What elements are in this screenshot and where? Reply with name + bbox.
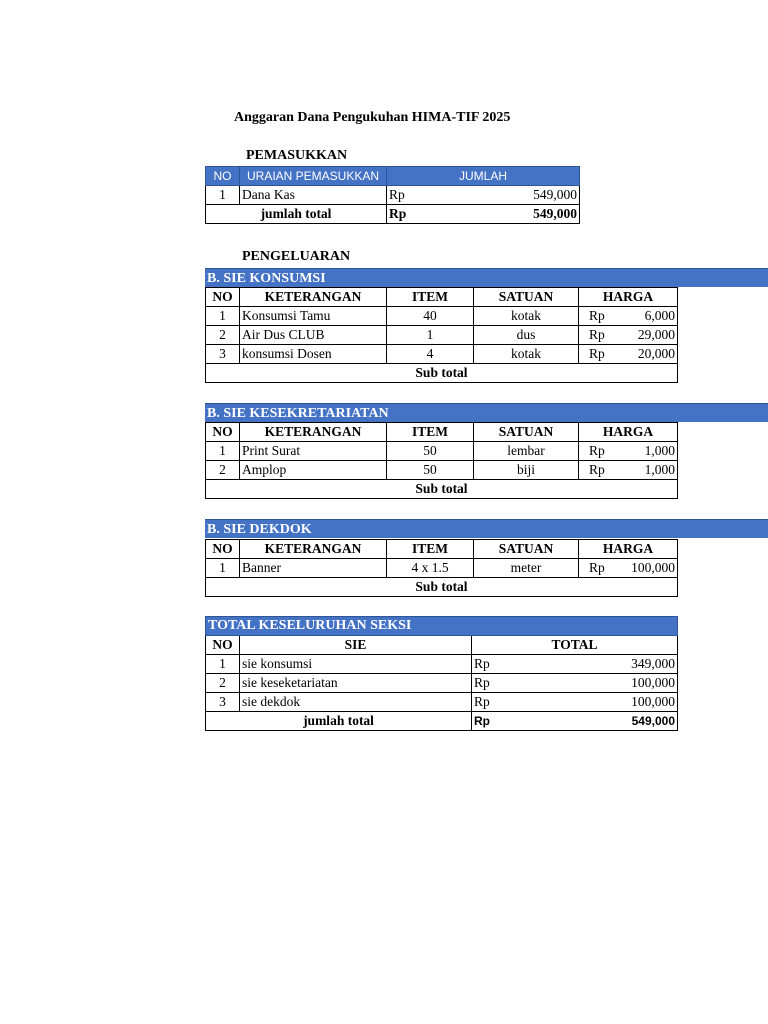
header-satuan: SATUAN bbox=[474, 423, 579, 442]
row-keterangan: Banner bbox=[240, 559, 387, 578]
konsumsi-table bbox=[205, 287, 678, 383]
currency: Rp bbox=[589, 327, 605, 342]
row-total bbox=[472, 655, 678, 674]
row-satuan: meter bbox=[474, 559, 579, 578]
header-item: ITEM bbox=[387, 288, 474, 307]
kesekretariatan-table bbox=[205, 422, 678, 499]
row-keterangan: Amplop bbox=[240, 461, 387, 480]
table-row bbox=[206, 345, 678, 364]
amount: 100,000 bbox=[631, 694, 676, 709]
table-row bbox=[206, 559, 678, 578]
table-row bbox=[206, 307, 678, 326]
document-title: Anggaran Dana Pengukuhan HIMA-TIF 2025 bbox=[234, 110, 511, 125]
total-label: jumlah total bbox=[206, 205, 387, 224]
amount: 549,000 bbox=[631, 714, 676, 728]
row-harga bbox=[579, 326, 678, 345]
row-satuan: kotak bbox=[474, 307, 579, 326]
row-no: 3 bbox=[206, 693, 240, 712]
row-sie: sie dekdok bbox=[240, 693, 472, 712]
currency: Rp bbox=[389, 187, 405, 202]
amount: 1,000 bbox=[644, 443, 675, 458]
currency: Rp bbox=[474, 694, 490, 709]
section-title-dekdok: B. SIE DEKDOK bbox=[205, 519, 768, 538]
row-item: 50 bbox=[387, 461, 474, 480]
header-harga: HARGA bbox=[579, 423, 678, 442]
row-no: 1 bbox=[206, 186, 240, 205]
row-keterangan: Air Dus CLUB bbox=[240, 326, 387, 345]
row-harga bbox=[579, 461, 678, 480]
row-keterangan: konsumsi Dosen bbox=[240, 345, 387, 364]
amount: 100,000 bbox=[631, 560, 675, 575]
dekdok-table bbox=[205, 539, 678, 597]
subtotal-label: Sub total bbox=[206, 480, 678, 499]
header-sie: SIE bbox=[240, 636, 472, 655]
amount: 549,000 bbox=[533, 206, 577, 221]
row-no: 3 bbox=[206, 345, 240, 364]
currency: Rp bbox=[589, 560, 605, 575]
currency: Rp bbox=[589, 443, 605, 458]
header-jumlah: JUMLAH bbox=[387, 167, 580, 186]
row-no: 2 bbox=[206, 326, 240, 345]
subtotal-row bbox=[206, 480, 678, 499]
row-harga bbox=[579, 442, 678, 461]
pengeluaran-label: PENGELUARAN bbox=[242, 249, 351, 264]
amount: 549,000 bbox=[533, 187, 577, 202]
row-satuan: biji bbox=[474, 461, 579, 480]
row-harga bbox=[579, 345, 678, 364]
table-row bbox=[206, 186, 580, 205]
amount: 349,000 bbox=[631, 656, 676, 671]
row-sie: sie konsumsi bbox=[240, 655, 472, 674]
pemasukkan-label: PEMASUKKAN bbox=[246, 148, 348, 163]
header-harga: HARGA bbox=[579, 540, 678, 559]
header-uraian: URAIAN PEMASUKKAN bbox=[240, 167, 387, 186]
subtotal-label: Sub total bbox=[206, 364, 678, 383]
header-no: NO bbox=[206, 288, 240, 307]
row-satuan: dus bbox=[474, 326, 579, 345]
section-title-kesekretariatan: B. SIE KESEKRETARIATAN bbox=[205, 403, 768, 422]
row-harga bbox=[579, 559, 678, 578]
row-item: 40 bbox=[387, 307, 474, 326]
header-no: NO bbox=[206, 423, 240, 442]
grand-total-label: jumlah total bbox=[206, 712, 472, 731]
currency: Rp bbox=[474, 675, 490, 690]
table-row bbox=[206, 693, 678, 712]
amount: 100,000 bbox=[631, 675, 676, 690]
header-satuan: SATUAN bbox=[474, 540, 579, 559]
row-no: 1 bbox=[206, 655, 240, 674]
header-keterangan: KETERANGAN bbox=[240, 423, 387, 442]
table-row bbox=[206, 674, 678, 693]
row-item: 4 bbox=[387, 345, 474, 364]
table-row bbox=[206, 461, 678, 480]
row-uraian: Dana Kas bbox=[240, 186, 387, 205]
row-no: 1 bbox=[206, 442, 240, 461]
amount: 20,000 bbox=[637, 346, 675, 361]
row-no: 2 bbox=[206, 461, 240, 480]
subtotal-row bbox=[206, 364, 678, 383]
row-total bbox=[472, 693, 678, 712]
table-row bbox=[206, 442, 678, 461]
currency: Rp bbox=[474, 656, 490, 671]
row-no: 1 bbox=[206, 307, 240, 326]
header-no: NO bbox=[206, 636, 240, 655]
currency: Rp bbox=[589, 346, 605, 361]
pemasukkan-table bbox=[205, 166, 580, 224]
grand-total-amount bbox=[472, 712, 678, 731]
amount: 6,000 bbox=[644, 308, 675, 323]
row-item: 1 bbox=[387, 326, 474, 345]
row-total bbox=[472, 674, 678, 693]
header-total: TOTAL bbox=[472, 636, 678, 655]
amount: 29,000 bbox=[637, 327, 675, 342]
row-item: 50 bbox=[387, 442, 474, 461]
subtotal-label: Sub total bbox=[206, 578, 678, 597]
row-harga bbox=[579, 307, 678, 326]
header-no: NO bbox=[206, 167, 240, 186]
row-jumlah bbox=[387, 186, 580, 205]
amount: 1,000 bbox=[644, 462, 675, 477]
row-satuan: lembar bbox=[474, 442, 579, 461]
header-keterangan: KETERANGAN bbox=[240, 540, 387, 559]
section-title-konsumsi: B. SIE KONSUMSI bbox=[205, 268, 768, 287]
table-row bbox=[206, 655, 678, 674]
row-keterangan: Konsumsi Tamu bbox=[240, 307, 387, 326]
total-seksi-title: TOTAL KESELURUHAN SEKSI bbox=[206, 617, 678, 636]
header-harga: HARGA bbox=[579, 288, 678, 307]
table-row bbox=[206, 326, 678, 345]
currency: Rp bbox=[589, 308, 605, 323]
row-sie: sie keseketariatan bbox=[240, 674, 472, 693]
total-seksi-table bbox=[205, 616, 678, 731]
total-row bbox=[206, 205, 580, 224]
currency: Rp bbox=[589, 462, 605, 477]
row-no: 2 bbox=[206, 674, 240, 693]
header-item: ITEM bbox=[387, 423, 474, 442]
row-keterangan: Print Surat bbox=[240, 442, 387, 461]
total-amount bbox=[387, 205, 580, 224]
header-no: NO bbox=[206, 540, 240, 559]
subtotal-row bbox=[206, 578, 678, 597]
currency: Rp bbox=[474, 714, 490, 728]
header-satuan: SATUAN bbox=[474, 288, 579, 307]
header-keterangan: KETERANGAN bbox=[240, 288, 387, 307]
row-item: 4 x 1.5 bbox=[387, 559, 474, 578]
row-no: 1 bbox=[206, 559, 240, 578]
header-item: ITEM bbox=[387, 540, 474, 559]
row-satuan: kotak bbox=[474, 345, 579, 364]
grand-total-row bbox=[206, 712, 678, 731]
currency: Rp bbox=[389, 206, 407, 221]
